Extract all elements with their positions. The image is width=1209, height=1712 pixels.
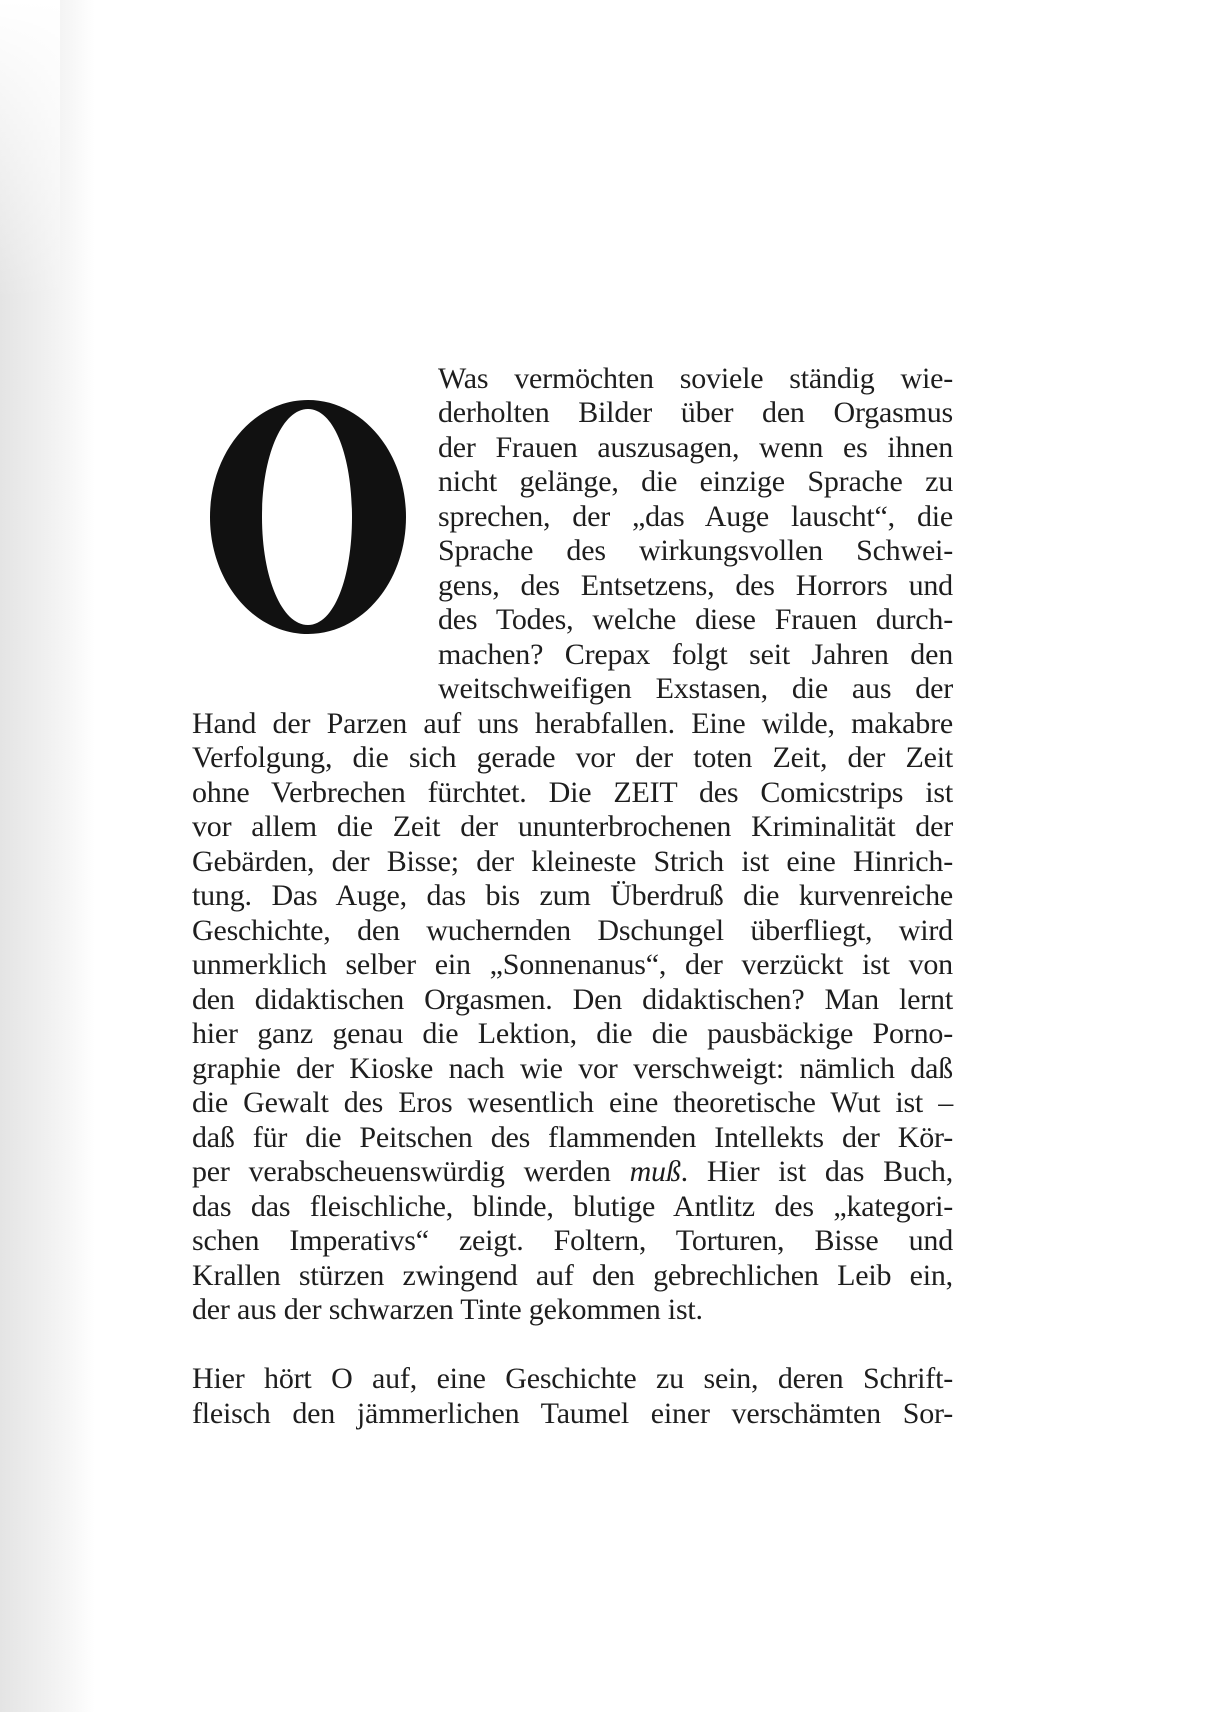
text-run: . Hier ist das Buch, [680, 1155, 953, 1188]
text-line: graphie der Kioske nach wie vor verschweigt: nämlich daß [192, 1052, 953, 1085]
text-line: Geschichte, den wuchernden Dschungel überfliegt, wird [192, 914, 953, 947]
text-line: Hier hört O auf, eine Geschichte zu sein, deren Schrift- [192, 1362, 953, 1395]
emphasis-muss: muß [629, 1155, 681, 1188]
text-line: Krallen stürzen zwingend auf den gebrechlichen Leib ein, [192, 1259, 953, 1292]
text-line: Was vermöchten soviele ständig wie- [438, 362, 953, 395]
text-line: derholten Bilder über den Orgasmus [438, 396, 953, 429]
text-line: Sprache des wirkungsvollen Schwei- [438, 534, 953, 567]
text-line: unmerklich selber ein „Sonnenanus“, der verzückt ist von [192, 948, 953, 981]
text-line: des Todes, welche diese Frauen durch- [438, 603, 953, 636]
text-line: daß für die Peitschen des flammenden Intellekts der Kör- [192, 1121, 953, 1154]
text-line: ohne Verbrechen fürchtet. Die ZEIT des Comicstrips ist [192, 776, 953, 809]
text-line: nicht gelänge, die einzige Sprache zu [438, 465, 953, 498]
text-line: weitschweifigen Exstasen, die aus der [438, 672, 953, 705]
text-line: schen Imperativs“ zeigt. Foltern, Torturen, Bisse und [192, 1224, 953, 1257]
text-line: fleisch den jämmerlichen Taumel einer verschämten Sor- [192, 1397, 953, 1430]
text-line: tung. Das Auge, das bis zum Überdruß die kurvenreiche [192, 879, 953, 912]
text-line: Verfolgung, die sich gerade vor der toten Zeit, der Zeit [192, 741, 953, 774]
drop-cap-glyph [210, 400, 406, 634]
text-line: Hand der Parzen auf uns herabfallen. Eine wilde, makabre [192, 707, 953, 740]
text-line: die Gewalt des Eros wesentlich eine theoretische Wut ist – [192, 1086, 953, 1119]
text-line: der Frauen auszusagen, wenn es ihnen [438, 431, 953, 464]
text-line: das das fleischliche, blinde, blutige Antlitz des „kategori- [192, 1190, 953, 1223]
text-line: Gebärden, der Bisse; der kleineste Strich ist eine Hinrich- [192, 845, 953, 878]
text-line: den didaktischen Orgasmen. Den didaktischen? Man lernt [192, 983, 953, 1016]
text-line: gens, des Entsetzens, des Horrors und [438, 569, 953, 602]
text-line-with-emphasis [192, 1155, 953, 1189]
text-line: vor allem die Zeit der ununterbrochenen Kriminalität der [192, 810, 953, 843]
drop-cap-o [210, 400, 406, 634]
text-line: machen? Crepax folgt seit Jahren den [438, 638, 953, 671]
text-line: sprechen, der „das Auge lauscht“, die [438, 500, 953, 533]
text-line: hier ganz genau die Lektion, die die pausbäckige Porno- [192, 1017, 953, 1050]
text-line: der aus der schwarzen Tinte gekommen ist. [192, 1293, 703, 1326]
text-run: per verabscheuenswürdig werden [192, 1155, 630, 1188]
page-gutter-fade [0, 0, 60, 300]
